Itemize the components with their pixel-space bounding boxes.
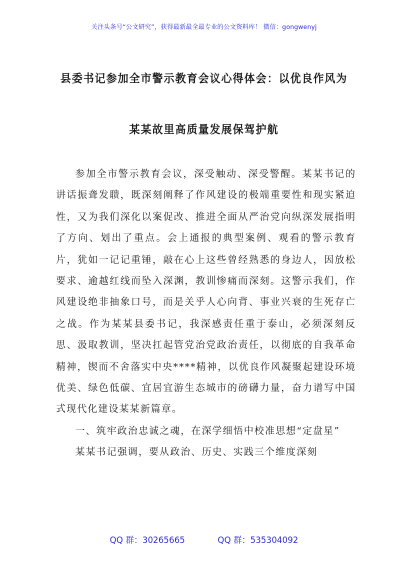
document-title-line-2: 某某故里高质量发展保驾护航 bbox=[129, 124, 279, 136]
footer-qq-group-1: QQ 群：30265665 bbox=[109, 535, 185, 545]
document-body bbox=[56, 164, 356, 464]
body-paragraph-section-1: 某某书记强调，要从政治、历史、实践三个维度深刻 bbox=[75, 447, 318, 459]
promo-banner: 关注头条号“公文研究”，获得最新最全最专业的公文资料库！ 微信：gongwenyj bbox=[91, 24, 317, 31]
footer-contact bbox=[0, 534, 408, 546]
footer-qq-group-2: QQ 群：535304092 bbox=[217, 535, 299, 545]
document-title-line-1: 县委书记参加全市警示教育会议心得体会：以优良作风为 bbox=[60, 73, 348, 85]
body-paragraph-intro: 参加全市警示教育会议，深受触动、深受警醒。某某书记的讲话振聋发聩，既深刻阐释了作风建设的极端重要性和现实紧迫性，又为我们深化以案促改、推进全面从严治党向纵深发展指明了方向、划出了重点。会上通报的典型案例、观看的警示教育片，犹如一记记重锤，敲在心上这些曾经熟悉的身边人，因放松要求、逾越红线而坠入深渊，教训惨痛而深刻。这警示我们，作风建设绝非抽象口号，而是关乎人心向背、事业兴衰的生死存亡之战。作为某某县委书记，我深感责任重于泰山，必须深刻反思、汲取教训，坚决扛起管党治党政治责任，以彻底的自我革命精神，锲而不舍落实中央****精神，以优良作风凝聚起建设环境优美、绿色低碳、宜居宜游生态城市的磅礴力量，奋力谱写中国式现代化建设某某新篇章。 bbox=[56, 169, 356, 416]
section-heading-1: 一、筑牢政治忠诚之魂，在深学细悟中校准思想“定盘星” bbox=[75, 425, 340, 437]
